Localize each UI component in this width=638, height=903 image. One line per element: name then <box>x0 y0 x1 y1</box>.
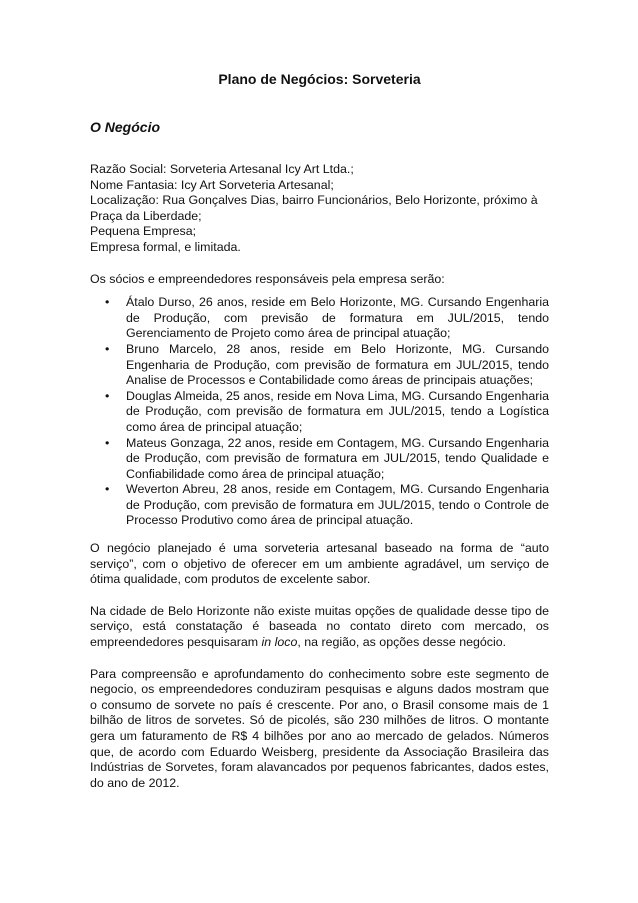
document-page <box>90 70 549 807</box>
section-heading: O Negócio <box>90 119 161 135</box>
partner-text: Bruno Marcelo, 28 anos, reside em Belo Horizonte, MG. Cursando Engenharia de Produção, com previsão de formatura em JUL/2015, tendo Analise de Processos e Contabilidade como áreas de principais atuações; <box>126 341 549 388</box>
bullet-icon: • <box>105 341 110 356</box>
partner-text: Átalo Durso, 26 anos, reside em Belo Horizonte, MG. Cursando Engenharia de Produção, com previsão de formatura em JUL/2015, tendo Gerenciamento de Projeto como área de principal atuação; <box>126 295 549 341</box>
info-line-nome-fantasia: Nome Fantasia: Icy Art Sorveteria Artesanal; <box>90 177 334 192</box>
list-item <box>90 295 549 342</box>
list-item <box>90 482 549 529</box>
bullet-icon: • <box>105 388 110 403</box>
bullet-icon: • <box>105 435 110 450</box>
info-line-tipo: Empresa formal, e limitada. <box>90 239 241 254</box>
paragraph-business-description: O negócio planejado é uma sorveteria artesanal baseado na forma de “auto serviço”, com o objetivo de oferecer em um ambiente agradável, um serviço de ótima qualidade, com produtos de excelente sabor. <box>90 541 549 587</box>
info-line-localizacao: Localização: Rua Gonçalves Dias, bairro Funcionários, Belo Horizonte, próximo à Praça da Liberdade; <box>90 193 538 223</box>
paragraph-text: , na região, as opções desse negócio. <box>297 635 507 650</box>
paragraph-market-data: Para compreensão e aprofundamento do conhecimento sobre este segmento de negocio, os empreendedores conduziram pesquisas e alguns dados mostram que o consumo de sorvete no país é crescente. Por ano, o Brasil consome mais de 1 bilhão de litros de sorvetes. Só de picolés, são 230 milhões de litros. O montante gera um faturamento de R$ 4 bilhões por ano ao mercado de gelados. Números que, de acordo com Eduardo Weisberg, presidente da Associação Brasileira das Indústrias de Sorvetes, foram alavancados por pequenos fabricantes, dados estes, do ano de 2012. <box>90 666 549 790</box>
paragraph-market-research <box>90 604 549 651</box>
list-item <box>90 342 549 389</box>
list-item <box>90 389 549 436</box>
document-title: Plano de Negócios: Sorveteria <box>218 71 421 87</box>
list-item <box>90 436 549 483</box>
paragraph-text: Na cidade de Belo Horizonte não existe muitas opções de qualidade desse tipo de serviço, está constatação é baseada no contato direto com mercado, os empreendedores pesquisaram <box>90 603 549 650</box>
partner-list <box>90 295 549 529</box>
partners-intro: Os sócios e empreendedores responsáveis pela empresa serão: <box>90 271 445 286</box>
partner-text: Mateus Gonzaga, 22 anos, reside em Contagem, MG. Cursando Engenharia de Produção, com previsão de formatura em JUL/2015, tendo Qualidade e Confiabilidade como área de principal atuação; <box>126 435 549 481</box>
bullet-icon: • <box>105 295 110 310</box>
company-info <box>90 162 549 256</box>
partner-text: Douglas Almeida, 25 anos, reside em Nova Lima, MG. Cursando Engenharia de Produção, com previsão de formatura em JUL/2015, tendo a Logística como área de principal atuação; <box>126 388 549 434</box>
info-line-porte: Pequena Empresa; <box>90 224 197 239</box>
bullet-icon: • <box>105 482 110 497</box>
info-line-razao-social: Razão Social: Sorveteria Artesanal Icy Art Ltda.; <box>90 162 354 176</box>
paragraph-italic-term: in loco <box>261 635 298 650</box>
partner-text: Weverton Abreu, 28 anos, reside em Contagem, MG. Cursando Engenharia de Produção, com previsão de formatura em JUL/2015, tendo o Controle de Processo Produtivo como área de principal atuação. <box>126 482 549 528</box>
